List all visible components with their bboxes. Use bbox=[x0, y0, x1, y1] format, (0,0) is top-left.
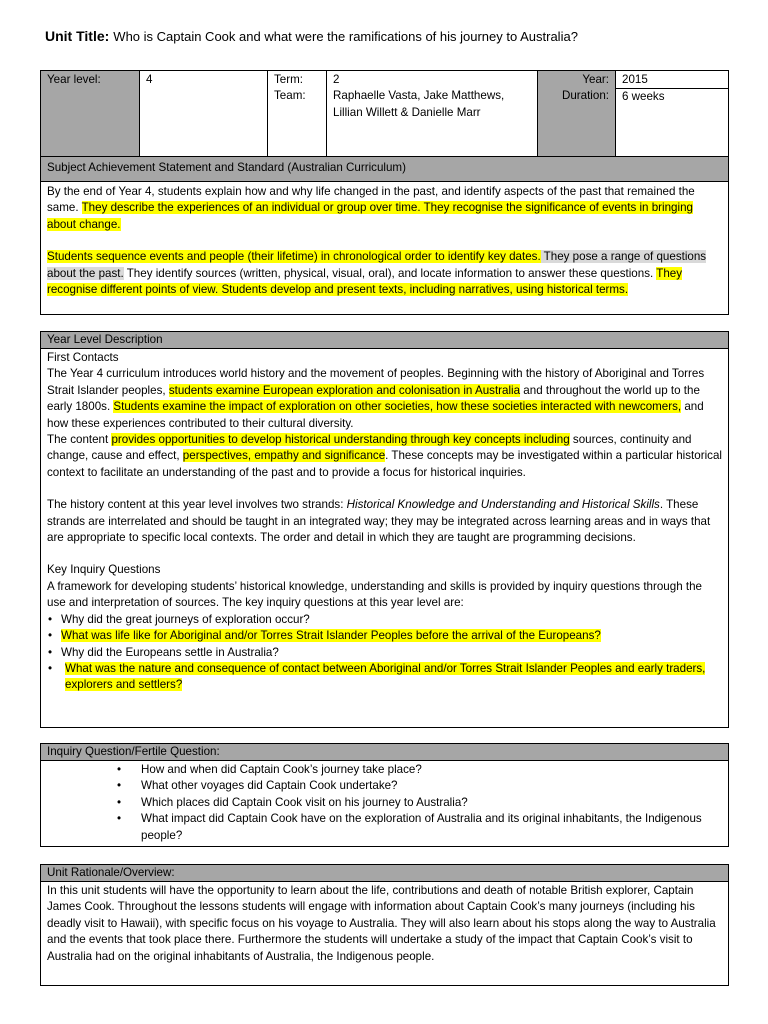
year-value: 2015 bbox=[616, 72, 728, 89]
inquiry-question-heading: Inquiry Question/Fertile Question: bbox=[41, 744, 728, 761]
achievement-heading: Subject Achievement Statement and Standard (Australian Curriculum) bbox=[41, 156, 728, 181]
duration-label: Duration: bbox=[561, 89, 609, 103]
inquiry-question-box bbox=[40, 743, 729, 847]
unit-rationale-box bbox=[40, 864, 729, 986]
highlight: They describe the experiences of an individual or group over time. They recognise the significance of events in bringing about change. bbox=[47, 201, 693, 231]
year-level-description-heading: Year Level Description bbox=[41, 332, 728, 349]
yld-paragraph-2: The content provides opportunities to develop historical understanding through key concepts including sources, continuity and change, cause and effect, perspectives, empathy and significance. These concepts may be investigated within a particular historical context to facilitate an understanding of the past and to provide a focus for historical inquiries. bbox=[47, 433, 722, 479]
list-item: • What impact did Captain Cook have on the exploration of Australia and its original inhabitants, the Indigenous people? bbox=[115, 811, 722, 844]
highlight: Students examine the impact of exploration on other societies, how these societies interacted with newcomers, bbox=[113, 400, 682, 414]
list-item: • Which places did Captain Cook visit on his journey to Australia? bbox=[115, 795, 722, 811]
unit-rationale-text: In this unit students will have the opportunity to learn about the life, contributions and death of notable British explorer, Captain James Cook. Throughout the lessons students will engage with information about Captain Cook’s many journeys (including his deadly visit to Hawaii), with specific focus on his voyage to Australia. They will also learn about his stops along the way to Australia and the events that took place there. Furthermore the students will undertake a study of the impact that Captain Cook’s visit to Australia had on the original inhabitants of Australia, the Indigenous people. bbox=[47, 884, 716, 963]
list-item bbox=[47, 661, 722, 694]
strands-emphasis: Historical Knowledge and Understanding and Historical Skills bbox=[346, 498, 660, 512]
highlight: perspectives, empathy and significance bbox=[182, 449, 386, 463]
unit-title-label: Unit Title: bbox=[45, 28, 110, 44]
key-inquiry-list bbox=[47, 612, 722, 694]
highlight: students examine European exploration and colonisation in Australia bbox=[168, 383, 521, 397]
year-level-label-cell bbox=[41, 71, 139, 156]
list-item: • How and when did Captain Cook’s journey take place? bbox=[115, 762, 722, 778]
list-item bbox=[47, 628, 722, 644]
highlight: What was life like for Aboriginal and/or Torres Strait Islander Peoples before the arrival of the Europeans? bbox=[61, 629, 601, 643]
year-duration-value-cell bbox=[616, 71, 728, 107]
achievement-statement-box bbox=[40, 181, 729, 315]
team-label: Team: bbox=[274, 89, 306, 103]
year-label: Year: bbox=[582, 73, 609, 86]
list-item: • What other voyages did Captain Cook undertake? bbox=[115, 778, 722, 794]
yld-paragraph-1: The Year 4 curriculum introduces world history and the movement of peoples. Beginning with the history of Aboriginal and Torres Strait Islander peoples, students examine European exploration and colonisation in Australia and throughout the world up to the early 1800s. Students examine the impact of exploration on other societies, how these societies interacted with newcomers, and how these experiences contributed to their cultural diversity. bbox=[47, 367, 705, 430]
highlight: They recognise different points of view. Students develop and present texts, including narratives, using historical terms. bbox=[47, 266, 683, 297]
list-item: • Why did the great journeys of exploration occur? bbox=[47, 612, 722, 628]
year-level-label: Year level: bbox=[47, 73, 101, 86]
first-contacts-subheading: First Contacts bbox=[47, 351, 119, 364]
unit-info-table bbox=[40, 70, 729, 182]
key-inquiry-questions-heading: Key Inquiry Questions bbox=[47, 563, 161, 577]
yld-paragraph-3: The history content at this year level involves two strands: Historical Knowledge and Understanding and Historical Skills. These strands are interrelated and should be taught in an integrated way; they may be integrated across learning areas and in ways that are appropriate to specific local contexts. The order and detail in which they are taught are programming decisions. bbox=[47, 498, 711, 545]
term-team-label-cell bbox=[268, 71, 326, 106]
key-inquiry-intro: A framework for developing students’ historical knowledge, understanding and skills is provided by inquiry questions through the use and interpretation of sources. The key inquiry questions at this year level are: bbox=[47, 579, 702, 610]
year-level-description-box bbox=[40, 331, 729, 728]
year-level-value-cell bbox=[140, 71, 267, 89]
highlight: Students sequence events and people (their lifetime) in chronological order to identify key dates. bbox=[47, 250, 541, 264]
team-value: Raphaelle Vasta, Jake Matthews, Lillian Willett & Danielle Marr bbox=[333, 89, 505, 119]
grey-highlight: They pose a range of questions about the past. bbox=[47, 250, 707, 280]
achievement-paragraph-2: Students sequence events and people (their lifetime) in chronological order to identify key dates. They pose a range of questions about the past. They identify sources (written, physical, visual, oral), and locate information to answer these questions. They recognise different points of view. Students develop and present texts, including narratives, using historical terms. bbox=[47, 250, 707, 297]
inquiry-question-list bbox=[47, 762, 722, 844]
year-level-value: 4 bbox=[146, 73, 153, 86]
achievement-paragraph-1: By the end of Year 4, students explain how and why life changed in the past, and identify aspects of the past that remained the same. They describe the experiences of an individual or group over time. They recognise the significance of events in bringing about change. bbox=[47, 185, 695, 231]
year-duration-label-cell bbox=[538, 71, 615, 156]
highlight: What was the nature and consequence of contact between Aboriginal and/or Torres Strait Islander Peoples and early traders, explorers and settlers? bbox=[65, 661, 706, 692]
duration-value: 6 weeks bbox=[622, 90, 665, 104]
term-label: Term: bbox=[274, 73, 303, 86]
unit-title bbox=[45, 28, 578, 45]
term-value: 2 bbox=[333, 73, 340, 86]
term-team-value-cell bbox=[327, 71, 537, 122]
highlight: provides opportunities to develop historical understanding through key concepts including bbox=[111, 433, 570, 447]
unit-title-text: Who is Captain Cook and what were the ramifications of his journey to Australia? bbox=[113, 29, 578, 44]
unit-rationale-heading: Unit Rationale/Overview: bbox=[41, 865, 728, 882]
list-item: • Why did the Europeans settle in Australia? bbox=[47, 645, 722, 661]
